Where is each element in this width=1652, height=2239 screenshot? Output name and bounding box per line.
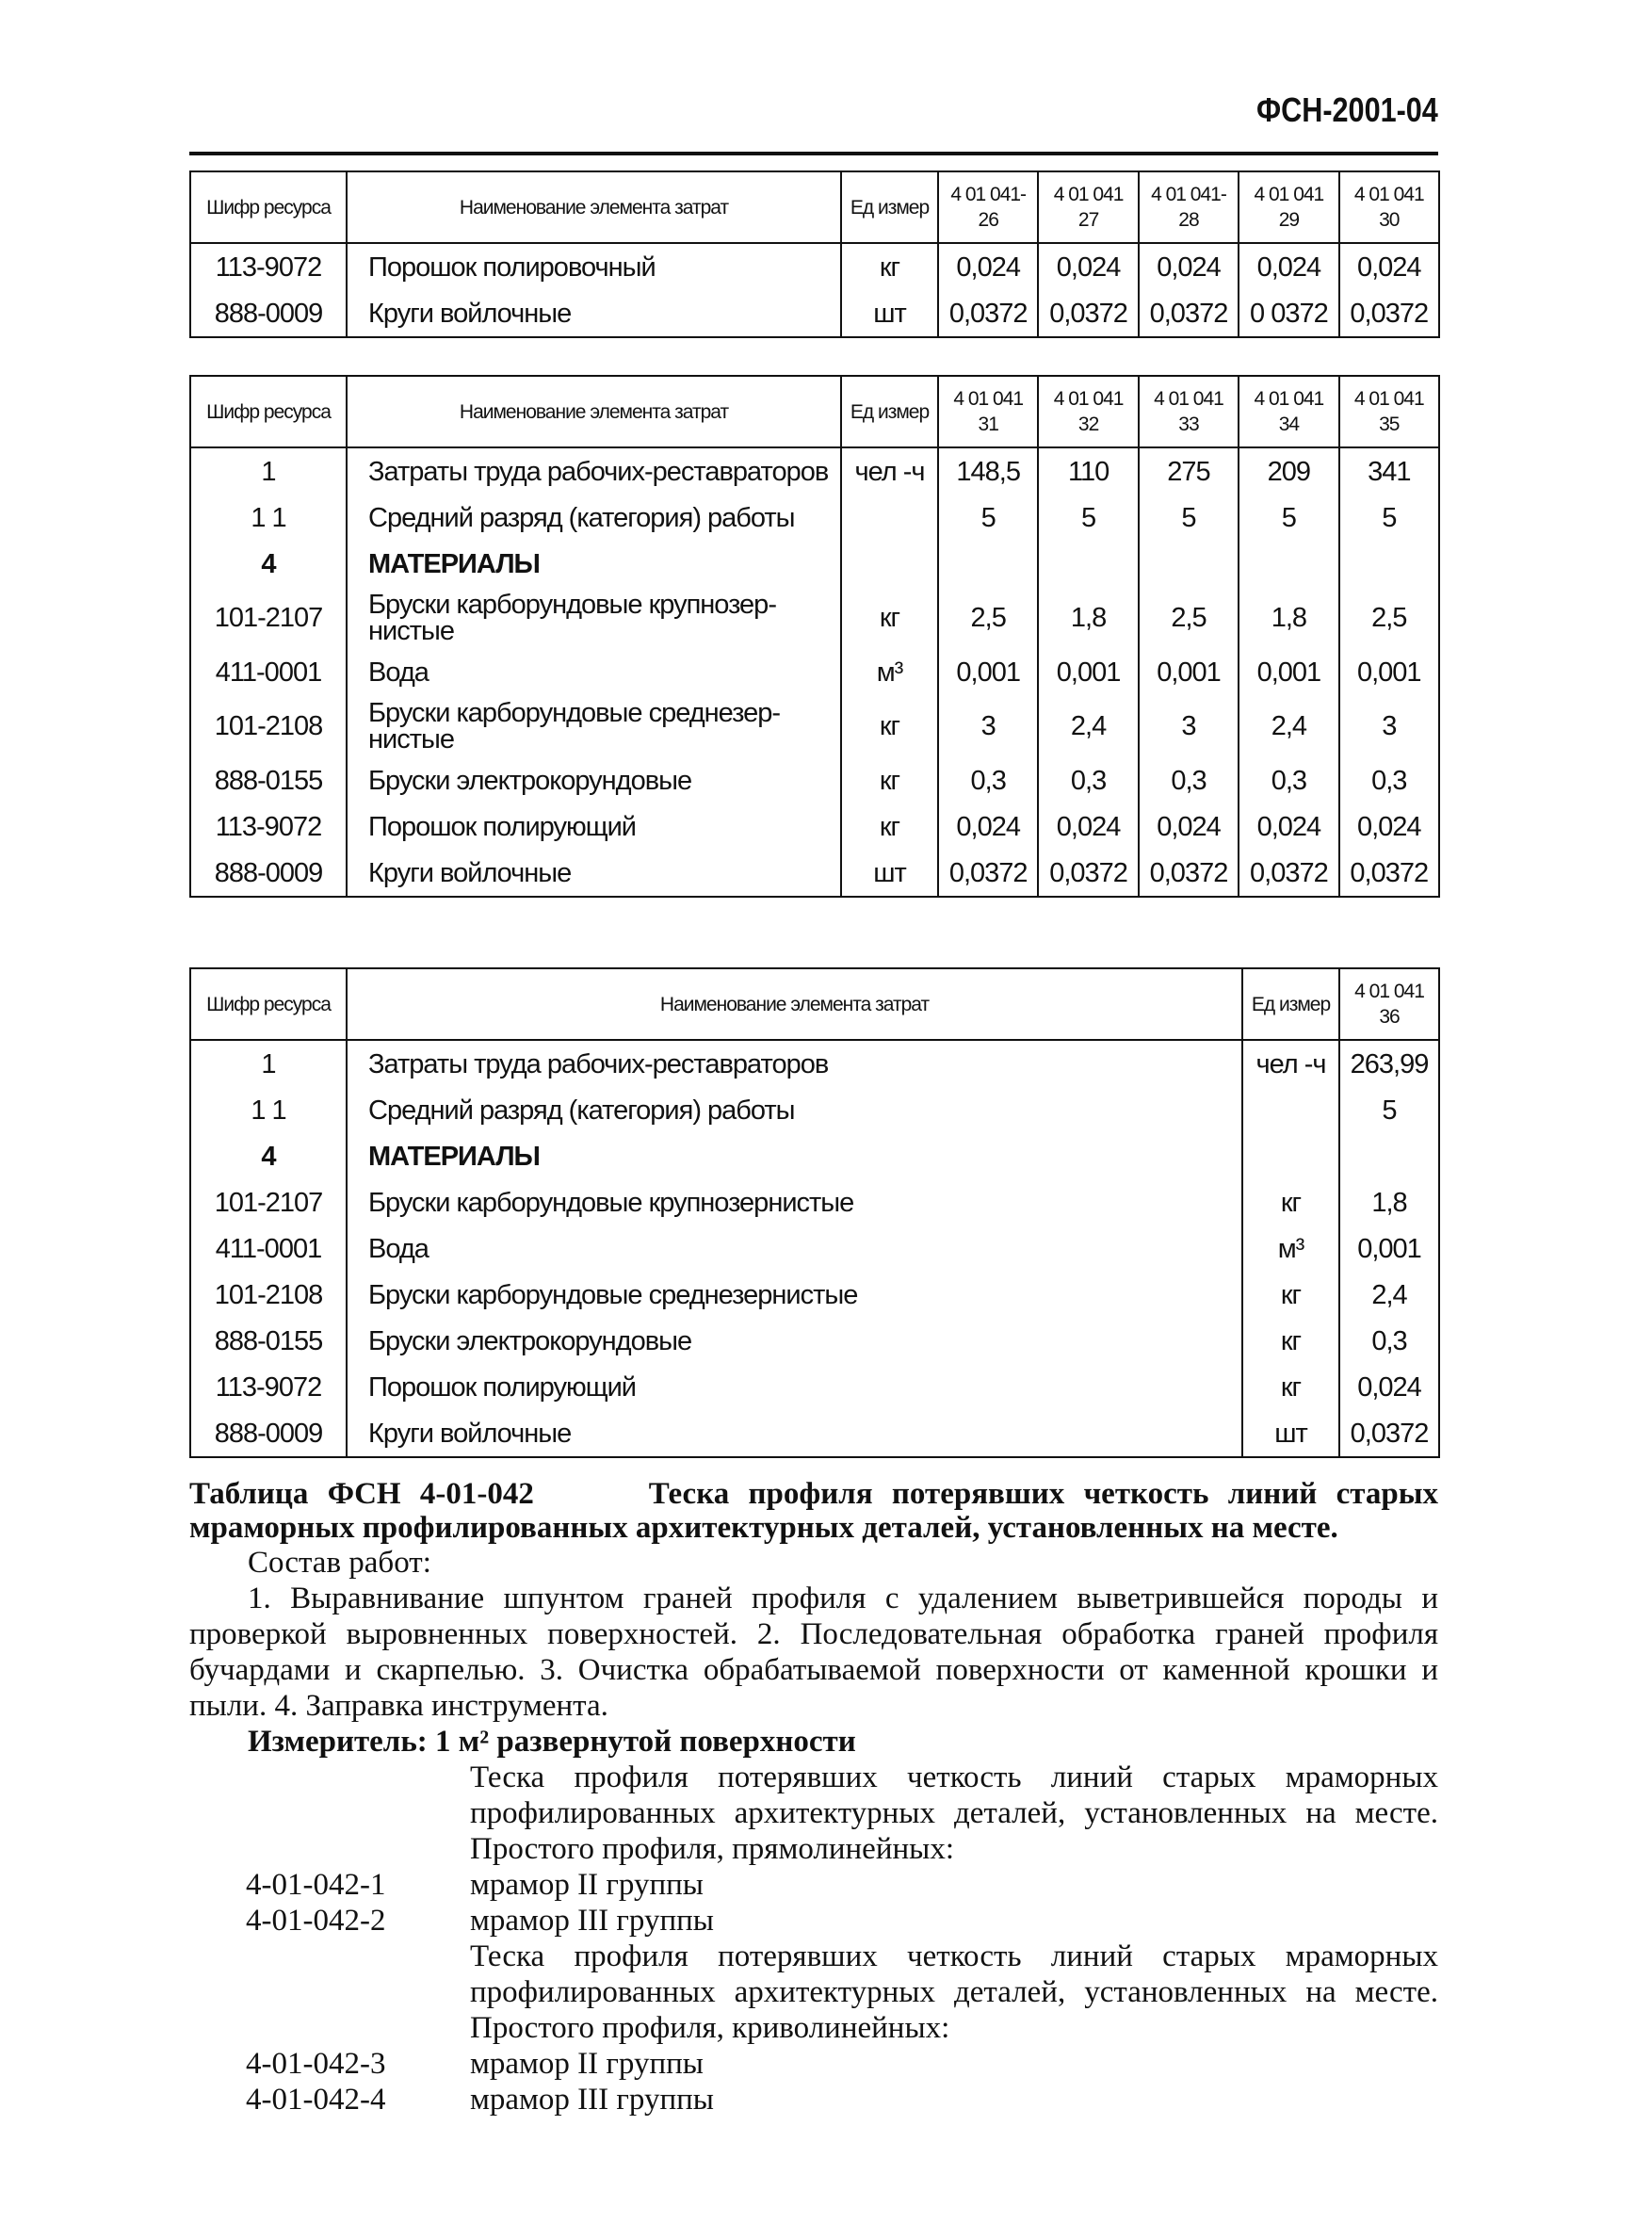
value: 0,024: [1339, 803, 1439, 850]
resource-code: 1 1: [190, 495, 347, 541]
unit: чел -ч: [1242, 1040, 1339, 1087]
unit: кг: [841, 803, 938, 850]
resource-name: Средний разряд (категория) работы: [347, 1087, 1242, 1133]
value: 5: [1339, 495, 1439, 541]
value: 2,4: [1038, 695, 1138, 757]
value: 0,024: [938, 243, 1038, 290]
value: [1339, 541, 1439, 587]
value: 2,5: [1339, 587, 1439, 649]
value: [1239, 541, 1338, 587]
value: 0,3: [1038, 757, 1138, 803]
value: 2,5: [1139, 587, 1239, 649]
header-code: Шифр ресурса: [190, 376, 347, 447]
header-norm-code: 4 01 041 29: [1239, 171, 1338, 243]
header-norm-code: 4 01 041 35: [1339, 376, 1439, 447]
value: 2,5: [938, 587, 1038, 649]
value: 263,99: [1339, 1040, 1439, 1087]
resource-table-2: [189, 375, 1440, 898]
unit: [1242, 1087, 1339, 1133]
unit: кг: [1242, 1179, 1339, 1225]
value: 0,0372: [1038, 850, 1138, 897]
table-row: [190, 649, 1439, 695]
header-name: Наименование элемента затрат: [347, 376, 841, 447]
value: 110: [1038, 447, 1138, 495]
value: 0,0372: [938, 290, 1038, 337]
value: 0,0372: [1038, 290, 1138, 337]
value: 0,024: [1339, 1364, 1439, 1410]
unit: [841, 495, 938, 541]
resource-name: Круги войлочные: [347, 290, 841, 337]
resource-code: 888-0009: [190, 1410, 347, 1457]
unit: шт: [841, 850, 938, 897]
value: 5: [1139, 495, 1239, 541]
resource-code: 113-9072: [190, 1364, 347, 1410]
header-rule: [189, 152, 1438, 155]
table-row: [190, 1179, 1439, 1225]
resource-name: Вода: [347, 1225, 1242, 1272]
unit: [1242, 1133, 1339, 1179]
value: 0,0372: [1139, 850, 1239, 897]
header-norm-code: 4 01 041 34: [1239, 376, 1338, 447]
resource-code: 888-0155: [190, 1318, 347, 1364]
table-row: [190, 587, 1439, 649]
value: 0,001: [1339, 1225, 1439, 1272]
value: 0,0372: [1339, 1410, 1439, 1457]
unit: шт: [841, 290, 938, 337]
unit: шт: [1242, 1410, 1339, 1457]
resource-name: Бруски карборундовые крупнозернистые: [347, 1179, 1242, 1225]
header-unit: Ед измер: [841, 376, 938, 447]
value: 5: [1339, 1087, 1439, 1133]
resource-name: Круги войлочные: [347, 850, 841, 897]
value: 0,024: [1239, 803, 1338, 850]
resource-name: Порошок полировочный: [347, 243, 841, 290]
resource-name: Бруски карборундовые среднезернистые: [347, 1272, 1242, 1318]
value: 1,8: [1339, 1179, 1439, 1225]
table-row: [190, 541, 1439, 587]
resource-code: 101-2107: [190, 587, 347, 649]
value: 0,001: [1239, 649, 1338, 695]
value: 0,024: [1139, 803, 1239, 850]
group-2-description: Теска профиля потерявших четкость линий старых мраморных профилированных архитектурных деталей, установленных на месте. Простого профиля, криволинейных:: [470, 1939, 1438, 2045]
value: 275: [1139, 447, 1239, 495]
unit: м³: [1242, 1225, 1339, 1272]
value: 0,001: [938, 649, 1038, 695]
table-row: [190, 495, 1439, 541]
norm-item: 4-01-042-4 мрамор III группы: [246, 2083, 714, 2117]
value: 3: [1139, 695, 1239, 757]
table-row: [190, 803, 1439, 850]
table-row: [190, 1318, 1439, 1364]
value: 0,0372: [1339, 290, 1439, 337]
resource-code: 101-2108: [190, 695, 347, 757]
value: 0,0372: [1139, 290, 1239, 337]
value: 0,024: [1038, 803, 1138, 850]
resource-code: 113-9072: [190, 243, 347, 290]
document-code: ФСН-2001-04: [1256, 90, 1438, 129]
header-norm-code: 4 01 041 27: [1038, 171, 1138, 243]
table-row: [190, 1364, 1439, 1410]
works-label: Состав работ:: [248, 1546, 431, 1580]
resource-code: 113-9072: [190, 803, 347, 850]
value: 0,0372: [938, 850, 1038, 897]
table-row: [190, 447, 1439, 495]
unit: кг: [1242, 1318, 1339, 1364]
unit: кг: [841, 695, 938, 757]
value: 0,3: [1339, 1318, 1439, 1364]
header-norm-code: 4 01 041 32: [1038, 376, 1138, 447]
resource-name: Бруски карборундовые крупнозер-нистые: [347, 587, 841, 649]
resource-name: Вода: [347, 649, 841, 695]
norm-item: 4-01-042-1 мрамор II группы: [246, 1868, 704, 1902]
resource-code: 4: [190, 1133, 347, 1179]
header-norm-code: 4 01 041 31: [938, 376, 1038, 447]
header-norm-code: 4 01 041-26: [938, 171, 1038, 243]
value: 0,001: [1139, 649, 1239, 695]
resource-code: 4: [190, 541, 347, 587]
value: 2,4: [1339, 1272, 1439, 1318]
table-row: [190, 695, 1439, 757]
resource-code: 1: [190, 447, 347, 495]
value: 0 0372: [1239, 290, 1338, 337]
resource-table-3: [189, 967, 1440, 1458]
value: 2,4: [1239, 695, 1338, 757]
table-row: [190, 1272, 1439, 1318]
works-description: 1. Выравнивание шпунтом граней профиля с удалением выветрившейся породы и проверкой выровненных поверхностей. 2. Последовательная обработка граней профиля бучардами и скарпелью. 3. Очистка обрабатываемой поверхности от каменной крошки и пыли. 4. Заправка инструмента.: [189, 1582, 1438, 1723]
resource-name: Круги войлочные: [347, 1410, 1242, 1457]
section-title: Таблица ФСН 4-01-042 Теска профиля потерявших четкость линий старых мраморных профилированных архитектурных деталей, установленных на месте.: [189, 1477, 1447, 1545]
resource-name: Порошок полирующий: [347, 1364, 1242, 1410]
value: 5: [1038, 495, 1138, 541]
table-row: [190, 1133, 1439, 1179]
value: 0,024: [938, 803, 1038, 850]
value: [1339, 1133, 1439, 1179]
value: 0,0372: [1339, 850, 1439, 897]
value: 0,3: [938, 757, 1038, 803]
table-row: [190, 757, 1439, 803]
value: 0,3: [1339, 757, 1439, 803]
header-code: Шифр ресурса: [190, 968, 347, 1040]
resource-code: 101-2108: [190, 1272, 347, 1318]
unit: кг: [1242, 1364, 1339, 1410]
table-header-row: [190, 376, 1439, 447]
header-code: Шифр ресурса: [190, 171, 347, 243]
unit: чел -ч: [841, 447, 938, 495]
table-row: [190, 290, 1439, 337]
resource-code: 888-0009: [190, 290, 347, 337]
value: 5: [1239, 495, 1338, 541]
resource-name: Затраты труда рабочих-реставраторов: [347, 1040, 1242, 1087]
resource-name: Бруски электрокорундовые: [347, 1318, 1242, 1364]
value: 0,001: [1038, 649, 1138, 695]
unit: кг: [841, 587, 938, 649]
value: 1,8: [1038, 587, 1138, 649]
table-row: [190, 1040, 1439, 1087]
unit: кг: [841, 757, 938, 803]
value: 0,024: [1239, 243, 1338, 290]
table-header-row: [190, 968, 1439, 1040]
resource-code: 101-2107: [190, 1179, 347, 1225]
header-name: Наименование элемента затрат: [347, 171, 841, 243]
resource-name: МАТЕРИАЛЫ: [347, 1133, 1242, 1179]
resource-code: 411-0001: [190, 649, 347, 695]
resource-code: 411-0001: [190, 1225, 347, 1272]
value: 0,001: [1339, 649, 1439, 695]
table-row: [190, 243, 1439, 290]
measure-unit: Измеритель: 1 м² развернутой поверхности: [248, 1725, 856, 1759]
value: 341: [1339, 447, 1439, 495]
value: [938, 541, 1038, 587]
header-name: Наименование элемента затрат: [347, 968, 1242, 1040]
value: 0,024: [1339, 243, 1439, 290]
norm-item: 4-01-042-3 мрамор II группы: [246, 2047, 704, 2081]
value: 209: [1239, 447, 1338, 495]
resource-name: Бруски электрокорундовые: [347, 757, 841, 803]
value: [1038, 541, 1138, 587]
resource-code: 888-0009: [190, 850, 347, 897]
table-row: [190, 1087, 1439, 1133]
header-unit: Ед измер: [841, 171, 938, 243]
resource-name: Затраты труда рабочих-реставраторов: [347, 447, 841, 495]
norm-item: 4-01-042-2 мрамор III группы: [246, 1904, 714, 1938]
value: 1,8: [1239, 587, 1338, 649]
table-row: [190, 1225, 1439, 1272]
header-norm-code: 4 01 041 36: [1339, 968, 1439, 1040]
value: 148,5: [938, 447, 1038, 495]
resource-name: МАТЕРИАЛЫ: [347, 541, 841, 587]
header-norm-code: 4 01 041-28: [1139, 171, 1239, 243]
table-row: [190, 850, 1439, 897]
resource-code: 888-0155: [190, 757, 347, 803]
value: [1139, 541, 1239, 587]
value: 0,024: [1139, 243, 1239, 290]
unit: кг: [841, 243, 938, 290]
value: 5: [938, 495, 1038, 541]
header-unit: Ед измер: [1242, 968, 1339, 1040]
resource-code: 1 1: [190, 1087, 347, 1133]
table-header-row: [190, 171, 1439, 243]
value: 3: [938, 695, 1038, 757]
unit: кг: [1242, 1272, 1339, 1318]
header-norm-code: 4 01 041 33: [1139, 376, 1239, 447]
resource-name: Порошок полирующий: [347, 803, 841, 850]
resource-code: 1: [190, 1040, 347, 1087]
value: 0,024: [1038, 243, 1138, 290]
table-row: [190, 1410, 1439, 1457]
header-norm-code: 4 01 041 30: [1339, 171, 1439, 243]
resource-table-1: [189, 170, 1440, 338]
unit: м³: [841, 649, 938, 695]
section-text: [189, 1477, 1447, 2117]
value: 3: [1339, 695, 1439, 757]
value: 0,3: [1239, 757, 1338, 803]
value: 0,0372: [1239, 850, 1338, 897]
resource-name: Средний разряд (категория) работы: [347, 495, 841, 541]
value: 0,3: [1139, 757, 1239, 803]
unit: [841, 541, 938, 587]
resource-name: Бруски карборундовые среднезер-нистые: [347, 695, 841, 757]
group-1-description: Теска профиля потерявших четкость линий старых мраморных профилированных архитектурных деталей, установленных на месте. Простого профиля, прямолинейных:: [470, 1760, 1438, 1866]
